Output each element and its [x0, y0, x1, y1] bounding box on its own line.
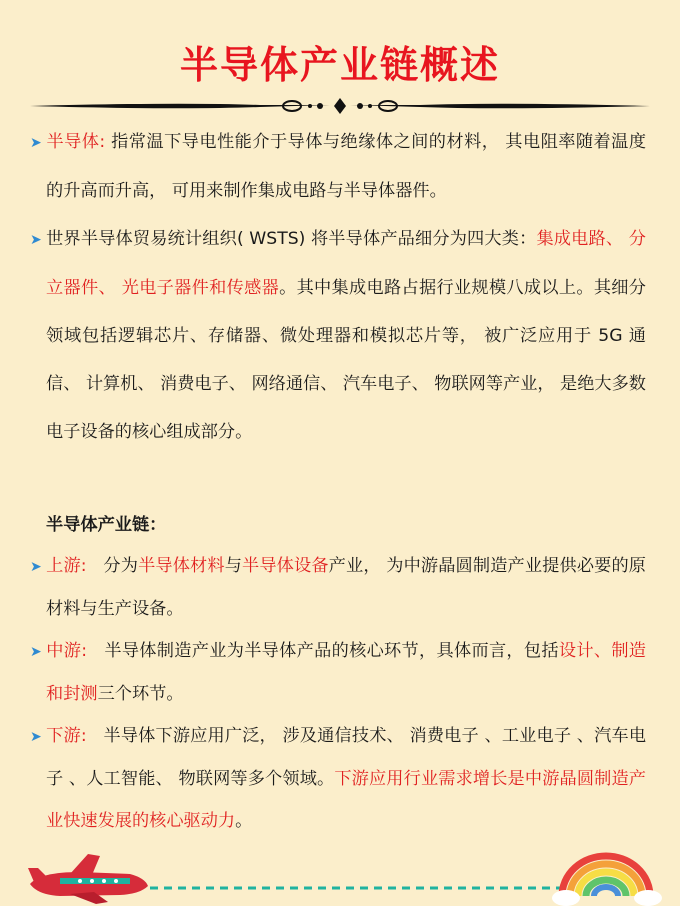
- chain-heading: 半导体产业链：: [46, 515, 167, 535]
- intro-section: [30, 118, 647, 456]
- footer-decoration: [0, 842, 680, 906]
- arrow-bullet-icon: ➤: [30, 559, 42, 575]
- downstream-text: 。: [235, 811, 253, 831]
- upstream-text: 分为: [103, 556, 139, 576]
- paragraph-midstream: [30, 630, 646, 715]
- arrow-bullet-icon: ➤: [30, 232, 42, 248]
- upstream-highlight: 半导体设备: [242, 556, 329, 576]
- upstream-highlight: 半导体材料: [138, 556, 225, 576]
- airplane-icon: [28, 854, 148, 904]
- downstream-highlight: 下游应用行业需求增长是中游晶圆制造产业快速发展的核心驱动力: [46, 769, 646, 831]
- upstream-label: 上游:: [46, 556, 87, 576]
- upstream-text: 产业， 为中游晶圆制造产业提供必要的原材料与生产设备。: [46, 556, 646, 619]
- wsts-highlight: 集成电路、 分立器件、 光电子器件和传感器: [46, 229, 646, 298]
- arrow-bullet-icon: ➤: [30, 135, 42, 151]
- divider-ornament-icon: [30, 96, 650, 116]
- industry-chain-section: [30, 505, 647, 842]
- paragraph-wsts: [30, 215, 646, 456]
- arrow-bullet-icon: ➤: [30, 729, 42, 745]
- paragraph-downstream: [30, 715, 647, 842]
- midstream-text: 三个环节。: [97, 684, 184, 704]
- term-label: 半导体:: [46, 132, 106, 152]
- wsts-text-2: 。其中集成电路占据行业规模八成以上。其细分领域包括逻辑芯片、存储器、微处理器和模拟芯片等， 被广泛应用于 5G 通信、 计算机、 消费电子、 网络通信、 汽车电子、 物联网等产业， 是绝大多数电子设备的核心组成部分。: [46, 278, 646, 442]
- wsts-text-1: 世界半导体贸易统计组织( WSTS) 将半导体产品细分为四大类：: [46, 229, 537, 249]
- midstream-text: 半导体制造产业为半导体产品的核心环节，具体而言，包括: [104, 641, 559, 661]
- downstream-label: 下游:: [46, 726, 87, 746]
- definition-text: 指常温下导电性能介于导体与绝缘体之间的材料， 其电阻率随着温度的升高而升高， 可用来制作集成电路与半导体器件。: [46, 132, 647, 201]
- arrow-bullet-icon: ➤: [30, 644, 42, 660]
- midstream-highlight: 设计、制造和封测: [46, 641, 646, 704]
- upstream-text: 与: [224, 556, 243, 576]
- paragraph-semiconductor-definition: [30, 118, 647, 215]
- paragraph-upstream: [30, 545, 646, 630]
- downstream-text: 半导体下游应用广泛， 涉及通信技术、 消费电子 、工业电子 、汽车电子 、人工智能、 物联网等多个领域。: [46, 726, 647, 789]
- midstream-label: 中游:: [46, 641, 88, 661]
- rainbow-icon: [552, 856, 662, 906]
- page-title: 半导体产业链概述: [179, 43, 500, 87]
